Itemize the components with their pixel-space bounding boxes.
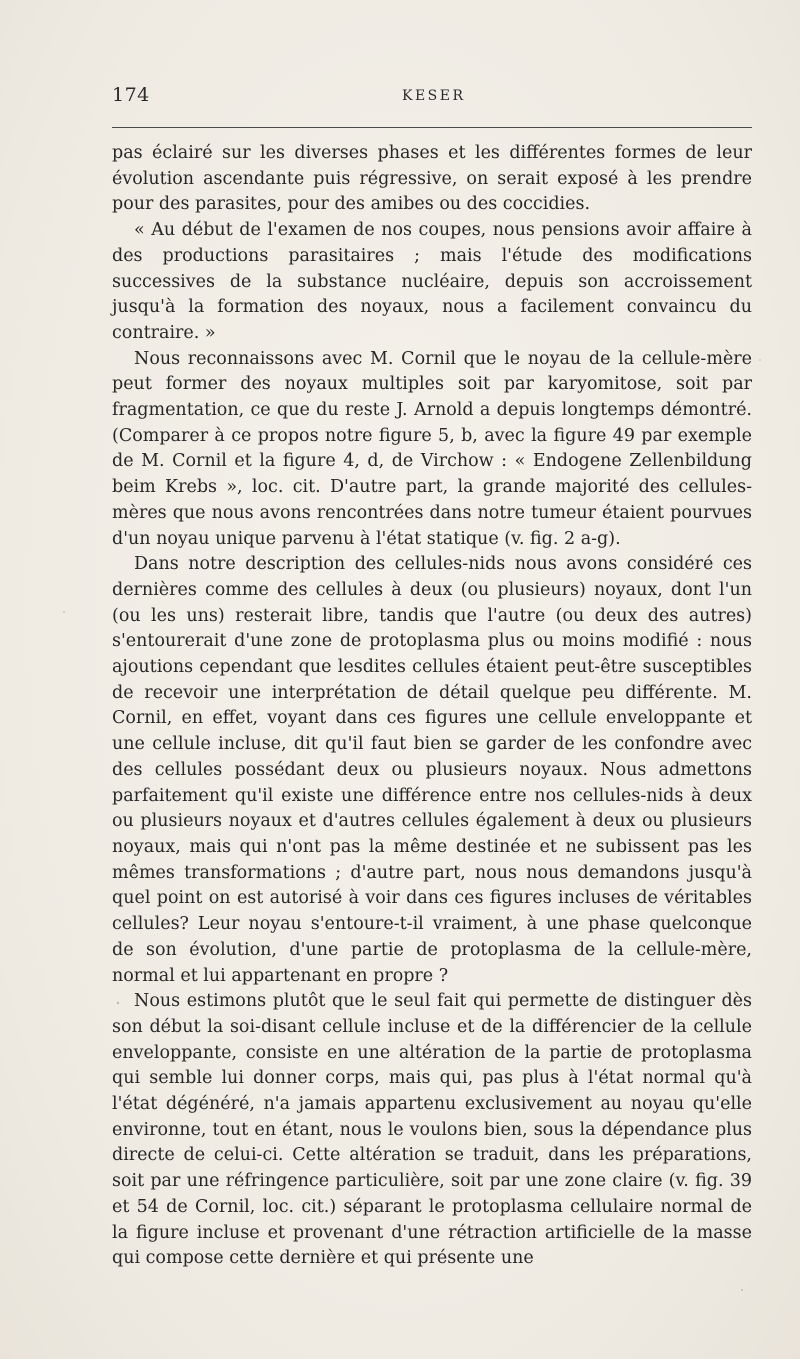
paragraph-continuation: pas éclairé sur les diverses phases et les différentes formes de leur évolution ascendante puis régressive, on serait exposé à les prendre pour des parasites, pour des amibes ou des coccidies. xyxy=(112,143,752,215)
header-rule xyxy=(112,127,752,128)
body-text xyxy=(112,141,752,1272)
paragraph-cellules-nids: Dans notre description des cellules-nids nous avons considéré ces dernières comme des cellules à deux (ou plusieurs) noyaux, dont l'un (ou les uns) resterait libre, tandis que l'autre (ou deux des autres) s'entourerait d'une zone de protoplasma plus ou moins modifié : nous ajoutions cependant que lesdites cellules étaient peut-être susceptibles de recevoir une interprétation de détail quelque peu différente. M. Cornil, en effet, voyant dans ces figures une cellule enveloppante et une cellule incluse, dit qu'il faut bien se garder de les confondre avec des cellules possédant deux ou plusieurs noyaux. Nous admettons parfaitement qu'il existe une différence entre nos cellules-nids à deux ou plusieurs noyaux et d'autres cellules également à deux ou plusieurs noyaux, mais qui n'ont pas la même destinée et ne subissent pas les mêmes transformations ; d'autre part, nous nous demandons jusqu'à quel point on est autorisé à voir dans ces figures incluses de véritables cellules? Leur noyau s'entoure-t-il vraiment, à une phase quelconque de son évolution, d'une partie de protoplasma de la cellule-mère, normal et lui appartenant en propre ? xyxy=(112,554,752,986)
running-title: KESER xyxy=(402,88,466,104)
paragraph-estimation: Nous estimons plutôt que le seul fait qui permette de distinguer dès son début la soi-disant cellule incluse et de la différencier de la cellule enveloppante, consiste en une altération de la partie de protoplasma qui semble lui donner corps, mais qui, pas plus à l'état normal qu'à l'état dégénéré, n'a jamais appartenu exclusivement au noyau qu'elle environne, tout en étant, nous le voulons bien, sous la dépendance plus directe de celui-ci. Cette altération se traduit, dans les préparations, soit par une réfringence particulière, soit par une zone claire (v. fig. 39 et 54 de Cornil, loc. cit.) séparant le protoplasma cellulaire normal de la figure incluse et provenant d'une rétraction artificielle de la masse qui compose cette dernière et qui présente une xyxy=(112,991,752,1269)
paragraph-quotation: « Au début de l'examen de nos coupes, nous pensions avoir affaire à des productions parasitaires ; mais l'étude des modifications successives de la substance nucléaire, depuis son accroissement jusqu'à la formation des noyaux, nous a facilement convaincu du contraire. » xyxy=(112,220,752,343)
page-number: 174 xyxy=(112,84,150,106)
page-header xyxy=(112,84,752,114)
paragraph-cornil-nuclei: Nous reconnaissons avec M. Cornil que le noyau de la cellule-mère peut former des noyaux multiples soit par karyomitose, soit par fragmentation, ce que du reste J. Arnold a depuis longtemps démontré. (Comparer à ce propos notre figure 5, b, avec la figure 49 par exemple de M. Cornil et la figure 4, d, de Virchow : « Endogene Zellenbildung beim Krebs », loc. cit. D'autre part, la grande majorité des cellules-mères que nous avons rencontrées dans notre tumeur étaient pourvues d'un noyau unique parvenu à l'état statique (v. fig. 2 a-g). xyxy=(112,348,752,549)
